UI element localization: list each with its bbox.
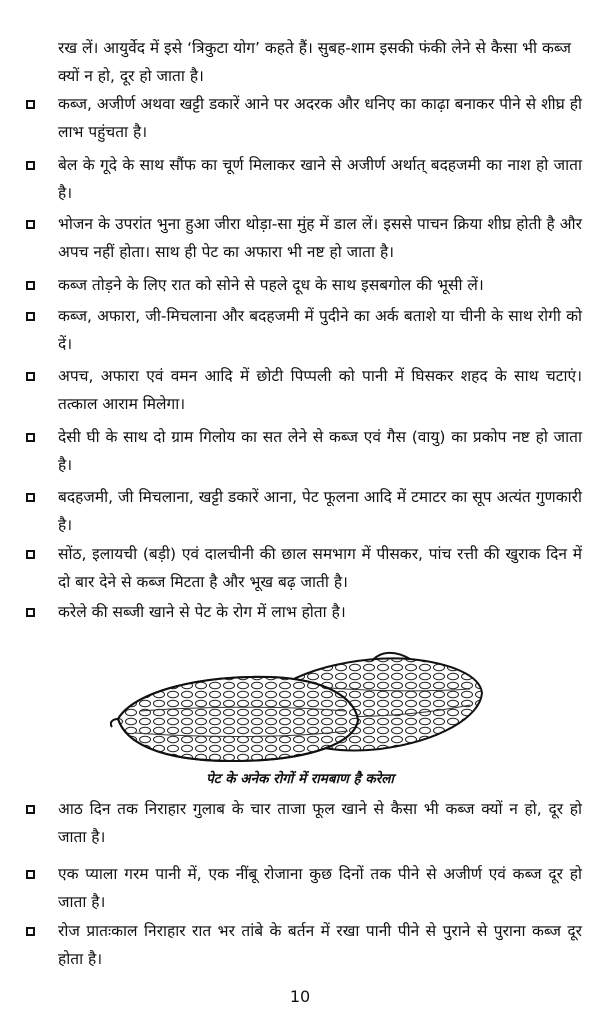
page-number: 10 (289, 987, 311, 1006)
list-item-text: एक प्याला गरम पानी में, एक नींबू रोजाना कुछ दिनों तक पीने से अजीर्ण एवं कब्ज दूर हो जाता है। (58, 865, 582, 911)
checkbox-bullet-icon (26, 372, 35, 381)
karela-illustration (110, 645, 490, 770)
list-item (22, 151, 582, 207)
list-item-text: सोंठ, इलायची (बड़ी) एवं दालचीनी की छाल समभाग में पीसकर, पांच रत्ती की खुराक दिन में दो बार देने से कब्ज मिटता है और भूख बढ़ जाती है। (58, 545, 582, 591)
list-item (22, 90, 582, 146)
checkbox-bullet-icon (26, 927, 35, 936)
list-item (22, 917, 582, 973)
checkbox-bullet-icon (26, 220, 35, 229)
checkbox-bullet-icon (26, 805, 35, 814)
checkbox-bullet-icon (26, 281, 35, 290)
list-item (22, 362, 582, 418)
checkbox-bullet-icon (26, 312, 35, 321)
list-item-text: रोज प्रातःकाल निराहार रात भर तांबे के बर्तन में रखा पानी पीने से पुराने से पुराना कब्ज दूर होता है। (58, 922, 582, 968)
list-item (22, 598, 582, 626)
list-item (22, 271, 582, 299)
list-item (22, 423, 582, 479)
list-item-text: आठ दिन तक निराहार गुलाब के चार ताजा फूल खाने से कैसा भी कब्ज क्यों न हो, दूर हो जाता है। (58, 800, 582, 846)
checkbox-bullet-icon (26, 161, 35, 170)
list-item (22, 210, 582, 266)
list-item-text: कब्ज, अजीर्ण अथवा खट्टी डकारें आने पर अदरक और धनिए का काढ़ा बनाकर पीने से शीघ्र ही लाभ पहुंचता है। (58, 95, 582, 141)
list-item (22, 302, 582, 358)
continued-paragraph: रख लें। आयुर्वेद में इसे ‘त्रिकुटा योग’ कहते हैं। सुबह-शाम इसकी फंकी लेने से कैसा भी कब्ज क्यों न हो, दूर हो जाता है। (58, 39, 571, 85)
list-item-text: भोजन के उपरांत भुना हुआ जीरा थोड़ा-सा मुंह में डाल लें। इससे पाचन क्रिया शीघ्र होती है और अपच नहीं होता। साथ ही पेट का अफारा भी नष्ट हो जाता है। (58, 215, 582, 261)
list-item (22, 540, 582, 596)
checkbox-bullet-icon (26, 100, 35, 109)
list-item-text: देसी घी के साथ दो ग्राम गिलोय का सत लेने से कब्ज एवं गैस (वायु) का प्रकोप नष्ट हो जाता है। (58, 428, 582, 474)
checkbox-bullet-icon (26, 433, 35, 442)
list-item-text: कब्ज तोड़ने के लिए रात को सोने से पहले दूध के साथ इसबगोल की भूसी लें। (58, 276, 484, 294)
list-item (22, 483, 582, 539)
list-item (22, 860, 582, 916)
list-item-text: कब्ज, अफारा, जी-मिचलाना और बदहजमी में पुदीने का अर्क बताशे या चीनी के साथ रोगी को दें। (58, 307, 582, 353)
list-item-text: करेले की सब्जी खाने से पेट के रोग में लाभ होता है। (58, 603, 346, 621)
list-item-text: बदहजमी, जी मिचलाना, खट्टी डकारें आना, पेट फूलना आदि में टमाटर का सूप अत्यंत गुणकारी है। (58, 488, 582, 534)
list-item-text: अपच, अफारा एवं वमन आदि में छोटी पिप्पली को पानी में घिसकर शहद के साथ चटाएं। तत्काल आराम मिलेगा। (58, 367, 582, 413)
checkbox-bullet-icon (26, 550, 35, 559)
figure-caption: पेट के अनेक रोगों में रामबाण है करेला (206, 771, 394, 787)
checkbox-bullet-icon (26, 493, 35, 502)
checkbox-bullet-icon (26, 608, 35, 617)
list-item-text: बेल के गूदे के साथ सौंफ का चूर्ण मिलाकर खाने से अजीर्ण अर्थात् बदहजमी का नाश हो जाता है। (58, 156, 582, 202)
list-item (22, 795, 582, 851)
checkbox-bullet-icon (26, 870, 35, 879)
